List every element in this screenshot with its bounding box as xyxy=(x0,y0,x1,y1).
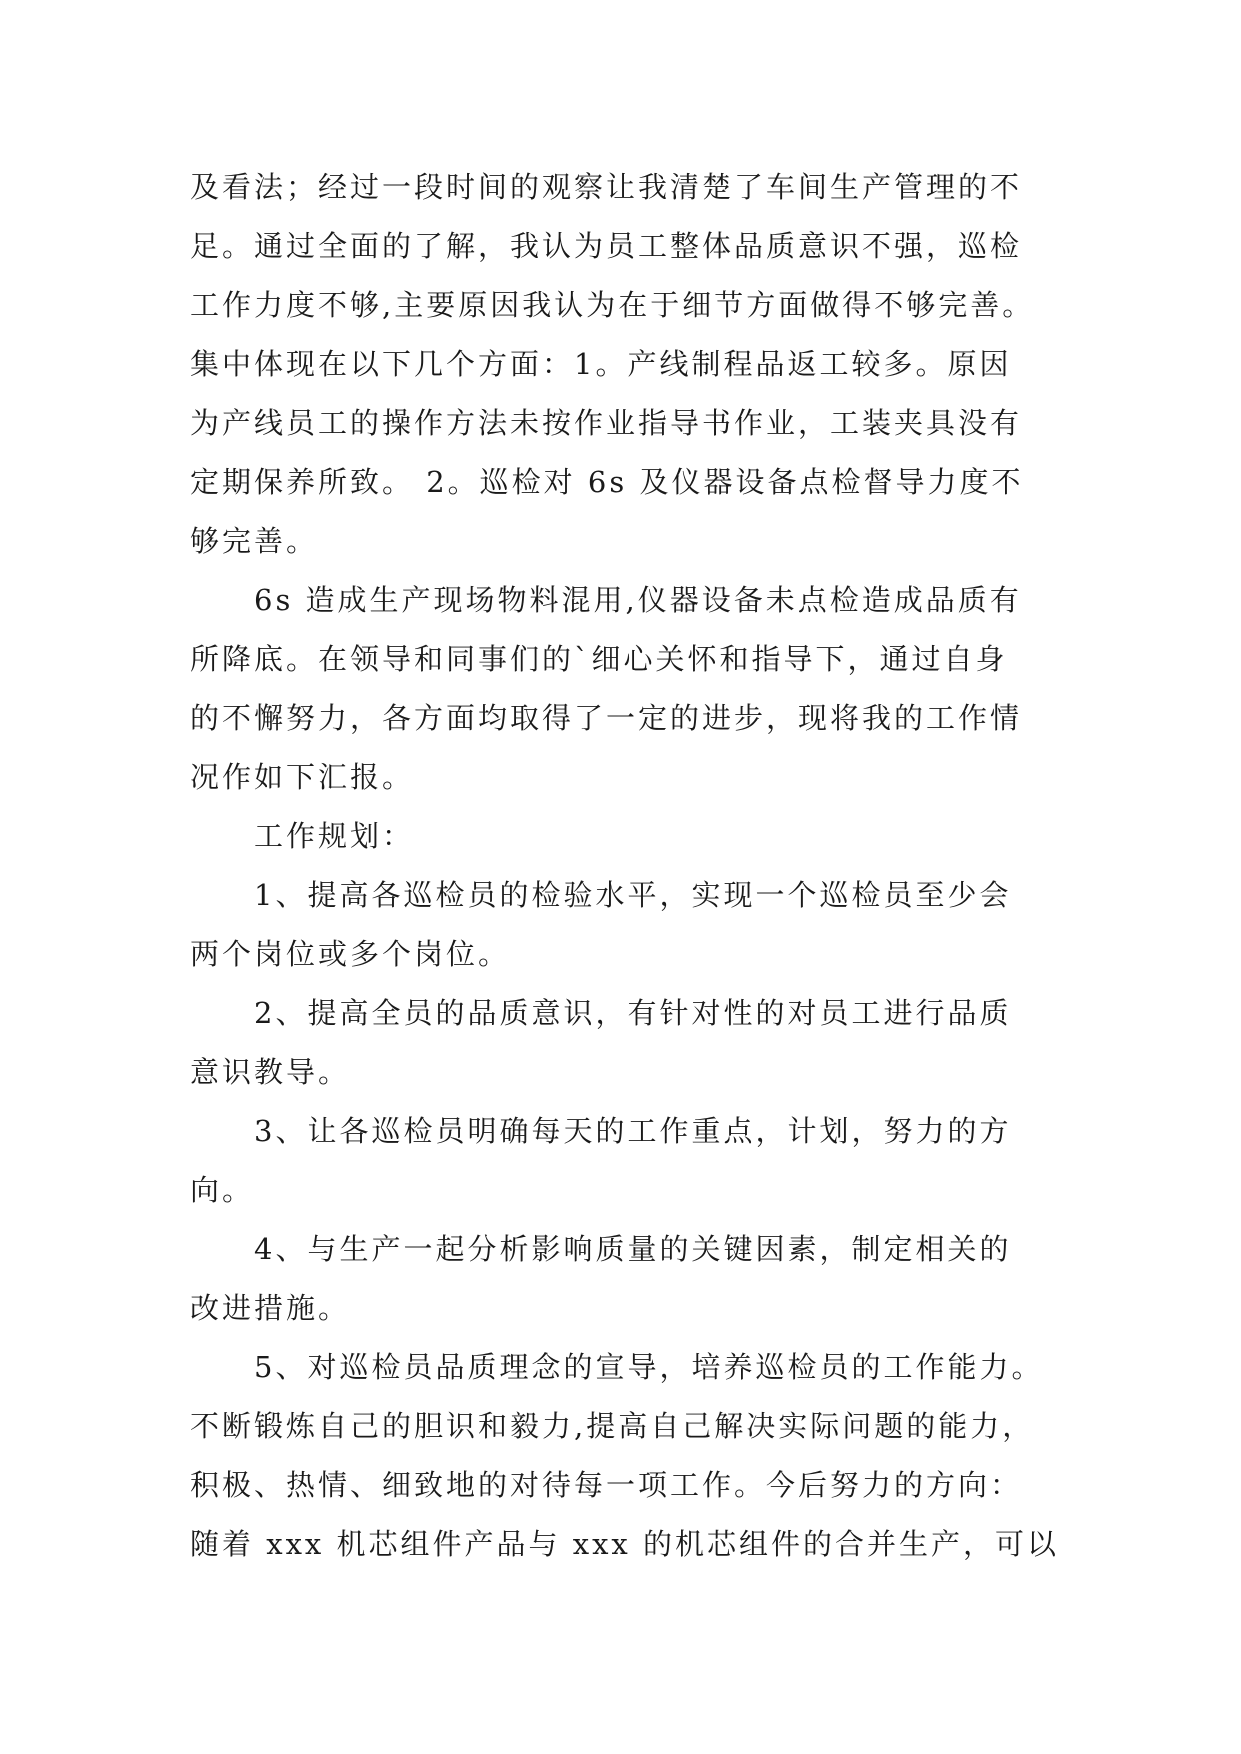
text-line: 6s 造成生产现场物料混用,仪器设备未点检造成品质有 xyxy=(254,583,1022,617)
text-line: 改进措施。 xyxy=(190,1291,351,1325)
text-line: 1、提高各巡检员的检验水平，实现一个巡检员至少会 xyxy=(254,878,1012,912)
text-line: 工作规划： xyxy=(254,819,415,853)
document-body xyxy=(190,158,1070,1574)
text-line: 不断锻炼自己的胆识和毅力,提高自己解决实际问题的能力， xyxy=(190,1409,1035,1443)
text-line: 为产线员工的操作方法未按作业指导书作业，工装夹具没有 xyxy=(190,406,1023,440)
text-line: 积极、热情、细致地的对待每一项工作。今后努力的方向： xyxy=(190,1468,1023,1502)
text-line: 两个岗位或多个岗位。 xyxy=(190,937,511,971)
text-line: 所降底。在领导和同事们的`细心关怀和指导下，通过自身 xyxy=(190,642,1008,676)
text-line: 意识教导。 xyxy=(190,1055,351,1089)
text-line: 5、对巡检员品质理念的宣导，培养巡检员的工作能力。 xyxy=(254,1350,1044,1384)
text-line: 2、提高全员的品质意识，有针对性的对员工进行品质 xyxy=(254,996,1012,1030)
text-line: 及看法；经过一段时间的观察让我清楚了车间生产管理的不 xyxy=(190,170,1023,204)
text-line: 况作如下汇报。 xyxy=(190,760,415,794)
text-line: 集中体现在以下几个方面：1。产线制程品返工较多。原因 xyxy=(190,347,1012,381)
text-line: 向。 xyxy=(190,1173,255,1207)
text-line: 工作力度不够,主要原因我认为在于细节方面做得不够完善。 xyxy=(190,288,1035,322)
text-line: 定期保养所致。 2。巡检对 6s 及仪器设备点检督导力度不 xyxy=(190,465,1024,499)
text-line: 4、与生产一起分析影响质量的关键因素，制定相关的 xyxy=(254,1232,1012,1266)
text-line: 随着 xxx 机芯组件产品与 xxx 的机芯组件的合并生产，可以 xyxy=(190,1527,1060,1561)
text-line: 的不懈努力，各方面均取得了一定的进步，现将我的工作情 xyxy=(190,701,1023,735)
text-line: 足。通过全面的了解，我认为员工整体品质意识不强，巡检 xyxy=(190,229,1023,263)
text-line: 够完善。 xyxy=(190,524,319,558)
text-line: 3、让各巡检员明确每天的工作重点，计划，努力的方 xyxy=(254,1114,1012,1148)
